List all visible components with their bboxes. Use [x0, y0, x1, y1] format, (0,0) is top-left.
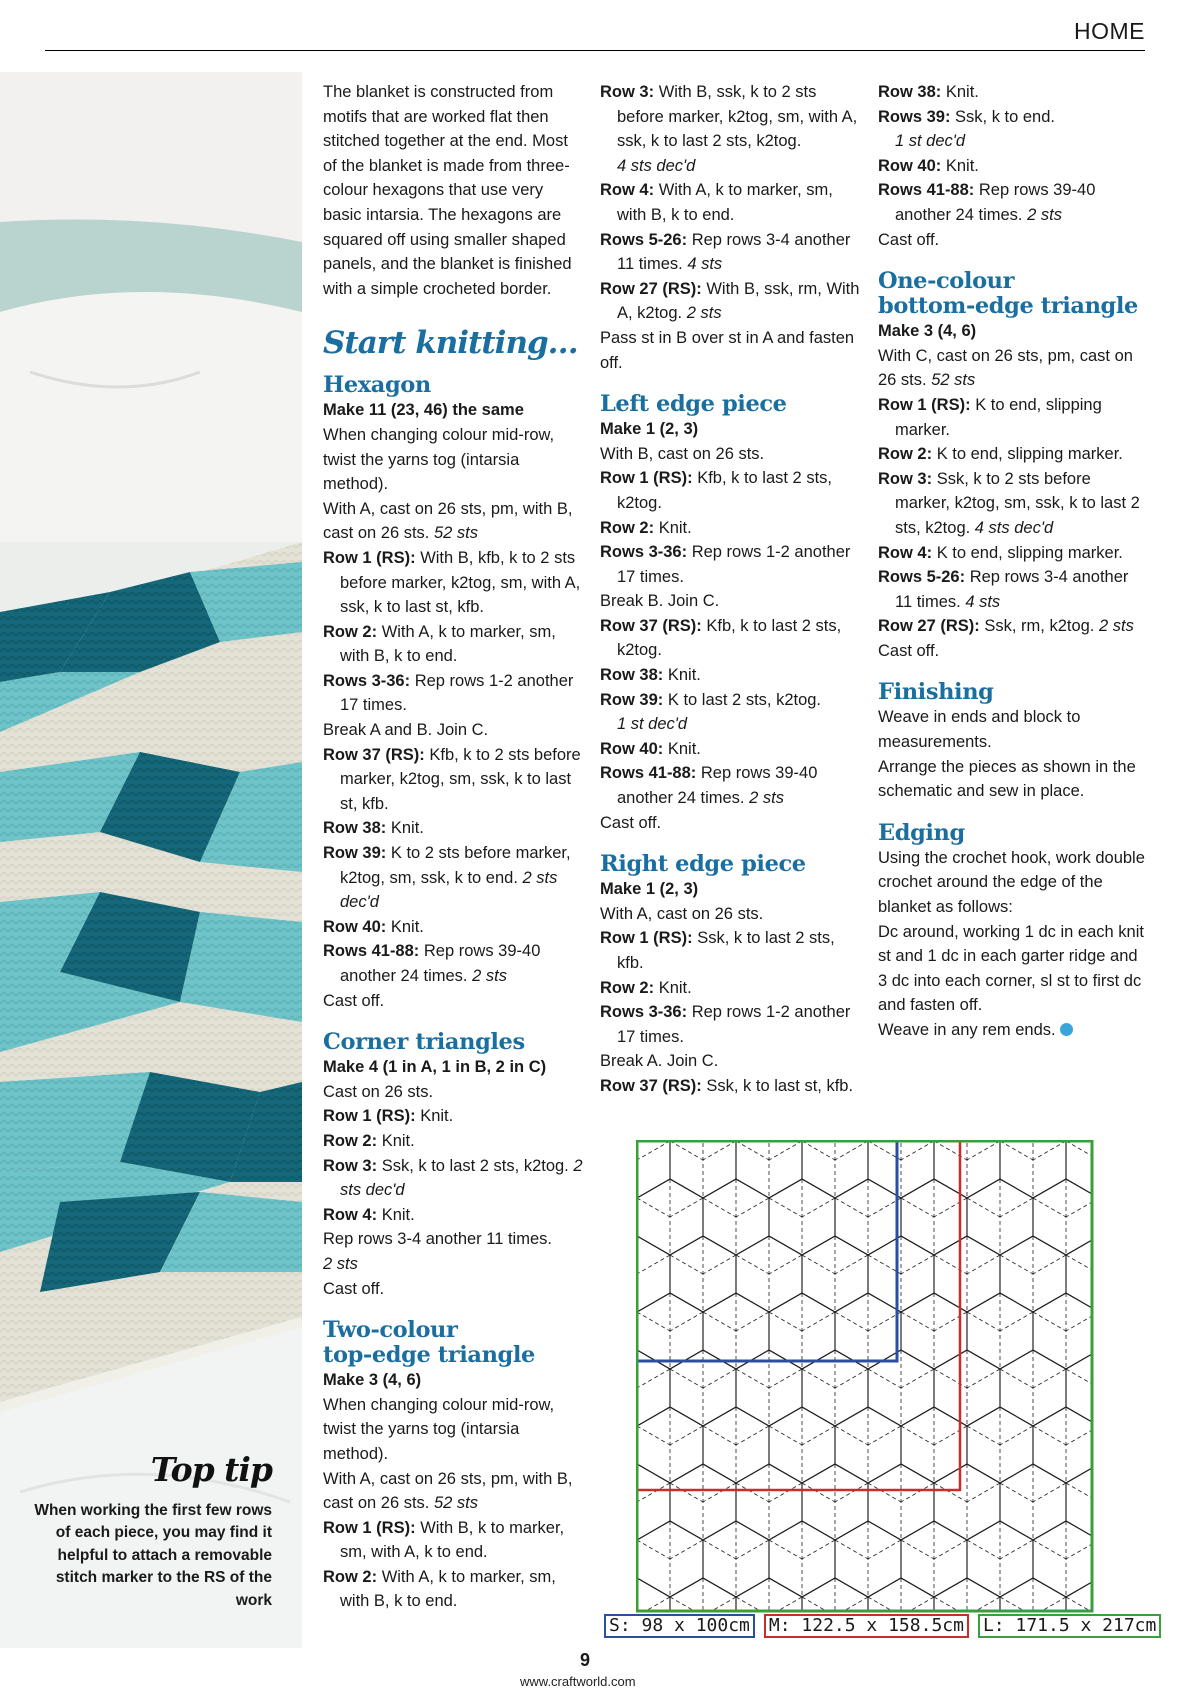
hexagon-seam	[934, 1464, 1000, 1540]
hexagon-p2: With A, cast on 26 sts, pm, with B, cast on 26 sts. 52 sts	[323, 499, 573, 543]
hexagon-seam	[1066, 1140, 1094, 1198]
hexagon-seam	[670, 1578, 736, 1614]
hexagon-seam	[637, 1521, 703, 1597]
one-colour-row-1: Row 1 (RS): K to end, slipping marker.	[878, 395, 1102, 439]
hexagon-seam	[934, 1140, 1000, 1198]
left-edge-row-38: Row 38: Knit.	[600, 666, 701, 685]
hexagon-cell	[636, 1464, 670, 1540]
hexagon-cell	[934, 1140, 1000, 1198]
hexagon-cell	[1066, 1578, 1094, 1614]
two-colour-heading: Two-colour top-edge triangle	[323, 1317, 535, 1369]
hexagon-seam	[736, 1236, 802, 1312]
corner-p2-note: 2 sts	[323, 1254, 358, 1273]
hexagon-row-39: Row 39: K to 2 sts before marker, k2tog, sm, ssk, k to end. 2 sts dec'd	[323, 844, 571, 912]
hexagon-seam	[868, 1464, 934, 1540]
hexagon-seam	[901, 1521, 967, 1597]
hexagon-seam	[967, 1179, 1033, 1255]
hexagon-seam	[868, 1578, 934, 1614]
hexagon-seam	[934, 1578, 1000, 1614]
right-edge-row-39-note: 1 st dec'd	[895, 132, 966, 151]
hexagon-seam	[736, 1464, 802, 1540]
hexagon-row-40: Row 40: Knit.	[323, 917, 424, 936]
hexagon-seam	[967, 1293, 1033, 1369]
hexagon-seam	[736, 1578, 802, 1614]
hexagon-cell	[868, 1140, 934, 1198]
blanket-photo	[0, 72, 302, 1648]
hexagon-seam	[769, 1521, 835, 1597]
hexagon-seam	[637, 1179, 703, 1255]
two-colour-p1: When changing colour mid-row, twist the yarns tog (intarsia method).	[323, 1395, 555, 1463]
right-edge-rows-41-88: Rows 41-88: Rep rows 39-40 another 24 times. 2 sts	[878, 181, 1096, 224]
hexagon-seam	[835, 1179, 901, 1255]
hexagon-cell	[736, 1140, 802, 1198]
hexagon-seam	[802, 1140, 868, 1198]
hexagon-seam	[769, 1293, 835, 1369]
hexagon-seam	[637, 1407, 703, 1483]
left-edge-row-1: Row 1 (RS): Kfb, k to last 2 sts, k2tog.	[600, 469, 832, 512]
hexagon-end: Cast off.	[323, 991, 385, 1010]
left-edge-row-39: Row 39: K to last 2 sts, k2tog.	[600, 690, 822, 709]
hexagon-seam	[901, 1293, 967, 1369]
left-edge-row-37: Row 37 (RS): Kfb, k to last 2 sts, k2tog.	[600, 616, 842, 660]
hexagon-seam	[670, 1236, 736, 1312]
two-colour-row-2: Row 2: With A, k to marker, sm, with B, k to end.	[323, 1567, 556, 1611]
finishing-p1: Weave in ends and block to measurements.	[878, 708, 1081, 752]
top-tip-text: When working the first few rows of each piece, you may find it helpful to attach a removable stitch marker to the RS of the work	[34, 1501, 272, 1609]
hexagon-row-38: Row 38: Knit.	[323, 819, 424, 838]
hexagon-seam	[670, 1464, 736, 1540]
size-l-outline	[637, 1141, 1092, 1611]
hexagon-seam	[1000, 1350, 1066, 1426]
corner-row-1: Row 1 (RS): Knit.	[323, 1107, 454, 1126]
two-colour-row-27: Row 27 (RS): With B, ssk, rm, With A, k2tog. 2 sts	[600, 279, 860, 323]
header-rule	[45, 50, 1145, 51]
hexagon-rows-3-36: Rows 3-36: Rep rows 1-2 another 17 times.	[323, 671, 574, 715]
right-edge-row-2: Row 2: Knit.	[600, 978, 692, 997]
two-colour-row-3-note: 4 sts dec'd	[617, 156, 696, 175]
legend-small: S: 98 x 100cm	[604, 1614, 755, 1638]
footer-url: www.craftworld.com	[520, 1674, 636, 1689]
corner-p1: Cast on 26 sts.	[323, 1082, 434, 1101]
right-edge-row-40: Row 40: Knit.	[878, 156, 979, 175]
corner-row-2: Row 2: Knit.	[323, 1131, 415, 1150]
column-1	[323, 80, 585, 1614]
right-edge-end: Cast off.	[878, 230, 940, 249]
hexagon-seam	[670, 1140, 736, 1198]
hexagon-seam	[736, 1140, 802, 1198]
top-tip-box	[22, 1449, 272, 1613]
hexagon-seam	[967, 1407, 1033, 1483]
corner-row-4: Row 4: Knit.	[323, 1205, 415, 1224]
hexagon-rows-41-88: Rows 41-88: Rep rows 39-40 another 24 times. 2 sts	[323, 942, 541, 985]
left-edge-heading: Left edge piece	[600, 391, 787, 418]
left-edge-p2: Break B. Join C.	[600, 592, 720, 611]
hexagon-heading: Hexagon	[323, 372, 431, 399]
size-legend	[604, 1614, 1161, 1638]
left-edge-rows-41-88: Rows 41-88: Rep rows 39-40 another 24 times. 2 sts	[600, 764, 818, 808]
left-edge-row-39-note: 1 st dec'd	[617, 715, 688, 734]
edging-p3: Weave in any rem ends.	[878, 1018, 1148, 1043]
left-edge-row-40: Row 40: Knit.	[600, 739, 701, 758]
edging-p1: Using the crochet hook, work double crochet around the edge of the blanket as follows:	[878, 848, 1145, 917]
corner-row-3: Row 3: Ssk, k to last 2 sts, k2tog. 2 sts dec'd	[323, 1156, 583, 1200]
blanket-schematic	[636, 1140, 1094, 1614]
two-colour-make: Make 3 (4, 6)	[323, 1371, 422, 1390]
hexagon-row-37: Row 37 (RS): Kfb, k to 2 sts before marker, k2tog, sm, ssk, k to last st, kfb.	[323, 745, 581, 813]
hexagon-seam	[636, 1464, 670, 1540]
left-edge-end: Cast off.	[600, 813, 662, 832]
hexagon-seam	[934, 1350, 1000, 1426]
size-m-outline	[637, 1141, 960, 1490]
finishing-heading: Finishing	[878, 679, 994, 706]
legend-large: L: 171.5 x 217cm	[978, 1614, 1161, 1638]
one-colour-row-4: Row 4: K to end, slipping marker.	[878, 543, 1123, 562]
column-3	[878, 80, 1148, 1043]
top-tip-title: Top tip	[150, 1449, 272, 1489]
hexagon-cell	[636, 1578, 670, 1614]
hexagon-seam	[703, 1407, 769, 1483]
hexagon-seam	[967, 1521, 1033, 1597]
one-colour-row-2: Row 2: K to end, slipping marker.	[878, 445, 1123, 464]
hexagon-seam	[703, 1179, 769, 1255]
corner-p2: Rep rows 3-4 another 11 times.	[323, 1230, 552, 1249]
two-colour-row-3: Row 3: With B, ssk, k to 2 sts before marker, k2tog, sm, with A, ssk, k to last 2 sts, k2tog.	[600, 83, 858, 151]
right-edge-row-37: Row 37 (RS): Ssk, k to last st, kfb.	[600, 1076, 854, 1095]
hexagon-cell	[670, 1140, 736, 1198]
hexagon-seam	[1000, 1140, 1066, 1198]
hexagon-seam	[1000, 1236, 1066, 1312]
corner-end: Cast off.	[323, 1279, 385, 1298]
two-colour-p2: With A, cast on 26 sts, pm, with B, cast on 26 sts. 52 sts	[323, 1469, 573, 1513]
hexagon-seam	[703, 1293, 769, 1369]
two-colour-row-4: Row 4: With A, k to marker, sm, with B, k to end.	[600, 181, 833, 224]
hexagon-seam	[703, 1521, 769, 1597]
hexagon-seam	[802, 1236, 868, 1312]
edging-heading: Edging	[878, 819, 965, 846]
hexagon-seam	[934, 1236, 1000, 1312]
one-colour-rows-5-26: Rows 5-26: Rep rows 3-4 another 11 times. 4 sts	[878, 568, 1129, 611]
right-edge-p2: Break A. Join C.	[600, 1052, 719, 1071]
right-edge-heading: Right edge piece	[600, 851, 806, 878]
hexagon-seam	[769, 1407, 835, 1483]
left-edge-rows-3-36: Rows 3-36: Rep rows 1-2 another 17 times.	[600, 543, 851, 586]
intro-paragraph: The blanket is constructed from motifs that are worked flat then stitched together at the end. Most of the blanket is made from three-colour hexagons that use very basic intarsia. The hexagons are squared off using smaller shaped panels, and the blanket is finished with a simple crocheted border.	[323, 83, 572, 298]
right-edge-make: Make 1 (2, 3)	[600, 880, 699, 899]
hexagon-seam	[802, 1578, 868, 1614]
hexagon-seam	[1000, 1578, 1066, 1614]
corner-make: Make 4 (1 in A, 1 in B, 2 in C)	[323, 1058, 547, 1077]
yarn-ball-icon	[1060, 1023, 1073, 1036]
hexagon-seam	[835, 1521, 901, 1597]
two-colour-row-1: Row 1 (RS): With B, k to marker, sm, with A, k to end.	[323, 1518, 565, 1562]
hexagon-cell	[1000, 1140, 1066, 1198]
one-colour-make: Make 3 (4, 6)	[878, 322, 977, 341]
blanket-illustration	[0, 72, 302, 1648]
hexagon-cell	[802, 1140, 868, 1198]
hexagon-seam	[901, 1179, 967, 1255]
hexagon-seam	[1000, 1464, 1066, 1540]
hexagon-grid	[636, 1140, 1094, 1614]
one-colour-row-27: Row 27 (RS): Ssk, rm, k2tog. 2 sts	[878, 617, 1134, 636]
one-colour-row-3: Row 3: Ssk, k to 2 sts before marker, k2tog, sm, ssk, k to last 2 sts, k2tog. 4 sts dec'd	[878, 469, 1140, 537]
left-edge-row-2: Row 2: Knit.	[600, 518, 692, 537]
column-2	[600, 80, 862, 1099]
hexagon-seam	[868, 1140, 934, 1198]
right-edge-rows-3-36: Rows 3-36: Rep rows 1-2 another 17 times.	[600, 1003, 851, 1046]
hexagon-seam	[636, 1236, 670, 1312]
hexagon-p3: Break A and B. Join C.	[323, 721, 489, 740]
left-edge-make: Make 1 (2, 3)	[600, 420, 699, 439]
left-edge-p1: With B, cast on 26 sts.	[600, 444, 765, 463]
two-colour-rows-5-26: Rows 5-26: Rep rows 3-4 another 11 times. 4 sts	[600, 230, 851, 274]
start-knitting-heading: Start knitting…	[323, 325, 578, 362]
right-edge-p1: With A, cast on 26 sts.	[600, 904, 764, 923]
hexagon-seam	[835, 1407, 901, 1483]
edging-p2: Dc around, working 1 dc in each knit st and 1 dc in each garter ridge and 3 dc into each corner, sl st to first dc and fasten off.	[878, 922, 1144, 1015]
hexagon-seam	[901, 1407, 967, 1483]
one-colour-end: Cast off.	[878, 641, 940, 660]
right-edge-row-1: Row 1 (RS): Ssk, k to last 2 sts, kfb.	[600, 929, 835, 972]
page-number: 9	[580, 1650, 591, 1670]
two-colour-end: Pass st in B over st in A and fasten off.	[600, 328, 855, 372]
hexagon-cell	[636, 1236, 670, 1312]
hexagon-row-2: Row 2: With A, k to marker, sm, with B, k to end.	[323, 622, 556, 666]
finishing-p2: Arrange the pieces as shown in the schematic and sew in place.	[878, 757, 1136, 801]
hexagon-seam	[868, 1236, 934, 1312]
hexagon-seam	[802, 1464, 868, 1540]
corner-heading: Corner triangles	[323, 1029, 525, 1056]
one-colour-heading: One-colour bottom-edge triangle	[878, 268, 1138, 320]
hexagon-seam	[835, 1293, 901, 1369]
hexagon-make: Make 11 (23, 46) the same	[323, 401, 524, 420]
right-edge-row-38: Row 38: Knit.	[878, 83, 979, 101]
hexagon-seam	[769, 1179, 835, 1255]
hexagon-seam	[636, 1578, 670, 1614]
right-edge-row-39: Rows 39: Ssk, k to end.	[878, 107, 1055, 126]
hexagon-p1: When changing colour mid-row, twist the yarns tog (intarsia method).	[323, 425, 555, 494]
hexagon-seam	[637, 1293, 703, 1369]
legend-medium: M: 122.5 x 158.5cm	[764, 1614, 969, 1638]
one-colour-p1: With C, cast on 26 sts, pm, cast on 26 sts. 52 sts	[878, 346, 1133, 390]
section-label: HOME	[1074, 18, 1145, 44]
hexagon-row-1: Row 1 (RS): With B, kfb, k to 2 sts before marker, k2tog, sm, with A, ssk, k to last st, kfb.	[323, 548, 581, 617]
